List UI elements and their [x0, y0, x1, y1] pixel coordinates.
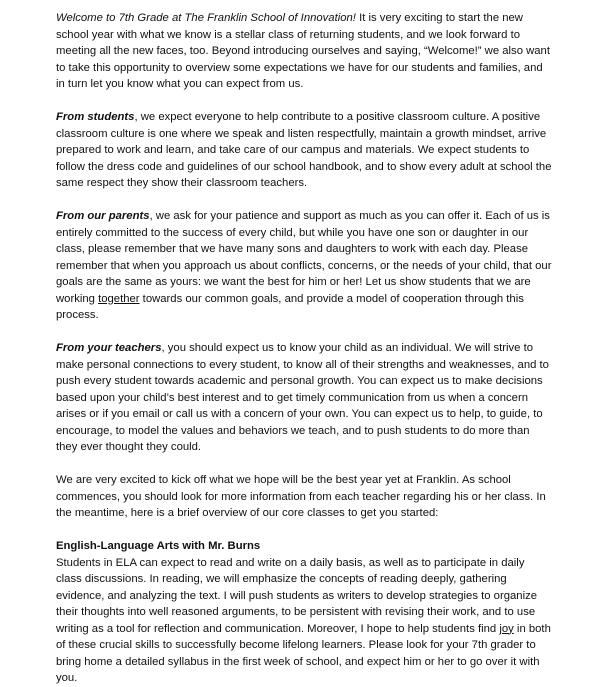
ela-heading: English-Language Arts with Mr. Burns [56, 540, 261, 552]
ela-text-before: Students in ELA can expect to read and write on a daily basis, as well as to participate in daily class discussions. In reading, we will emphasize the concepts of reading deeply, gathering evidence, and analyzing the text. I will push students as writers to develop strategies to organize their thoughts into well reasoned arguments, to be persistent with revising their work, and to use writing as a tool for reflection and communication. Moreover, I hope to help students find [56, 556, 538, 635]
teachers-paragraph [56, 340, 552, 456]
intro-paragraph [56, 10, 552, 93]
students-text: , we expect everyone to help contribute to a positive classroom culture. A positive classroom culture is one where we speak and listen respectfully, maintain a growth mindset, arrive prepared to work and learn, and take care of our campus and materials. We expect students to follow the dress code and guidelines of our school handbook, and to show every adult at school the same respect they show their classroom teachers. [56, 111, 552, 189]
teachers-text: , you should expect us to know your child as an individual. We will strive to make personal connections to every student, to know all of their strengths and weaknesses, and to push every student towards academic and personal growth. You can expect us to make decisions based upon your child’s best interest and to get timely communication from us when a concern arises or if you email or call us with a concern of your own. You can expect us to help, to guide, to encourage, to model the values and behaviors we teach, and to push students to do more than they ever thought they could. [56, 342, 549, 453]
ela-text-after: in both of these crucial skills to successfully become lifelong learners. Please look for your 7th grader to bring home a detailed syllabus in the first week of school, and expect him or her to go over it with you. [56, 622, 551, 684]
students-paragraph [56, 109, 552, 192]
parents-text-before: , we ask for your patience and support as much as you can offer it. Each of us is entirely committed to the success of every child, but while you have one son or daughter in our class, please remember that we have many sons and daughters to work with each day. Please remember that when you approach us about conflicts, concerns, or the needs of your child, that our goals are the same as yours: we want the best for him or her! Let us show students that we are working [56, 210, 552, 305]
parents-lead: From our parents [56, 210, 150, 222]
intro-text: It is very exciting to start the new school year with what we know is a stellar class of returning students, and we look forward to meeting all the new faces, too. Beyond introducing ourselves and saying, “Welcome!” we also want to take this opportunity to overview some expectations we have for our students and families, and in turn let you know what you can expect from us. [56, 12, 550, 90]
teachers-lead: From your teachers [56, 342, 162, 354]
intro-lead: Welcome to 7th Grade at The Franklin School of Innovation! [56, 12, 356, 24]
closing-paragraph [56, 472, 552, 522]
parents-underlined-word: together [98, 292, 140, 305]
parents-text-after: towards our common goals, and provide a model of cooperation through this process. [56, 292, 524, 321]
parents-paragraph [56, 208, 552, 324]
ela-underlined-word: joy [499, 622, 514, 635]
ela-paragraph [56, 555, 552, 687]
closing-text: We are very excited to kick off what we hope will be the best year yet at Franklin. As school commences, you should look for more information from each teacher regarding his or her class. In the meantime, here is a brief overview of our core classes to get you started: [56, 474, 546, 519]
students-lead: From students [56, 111, 135, 123]
